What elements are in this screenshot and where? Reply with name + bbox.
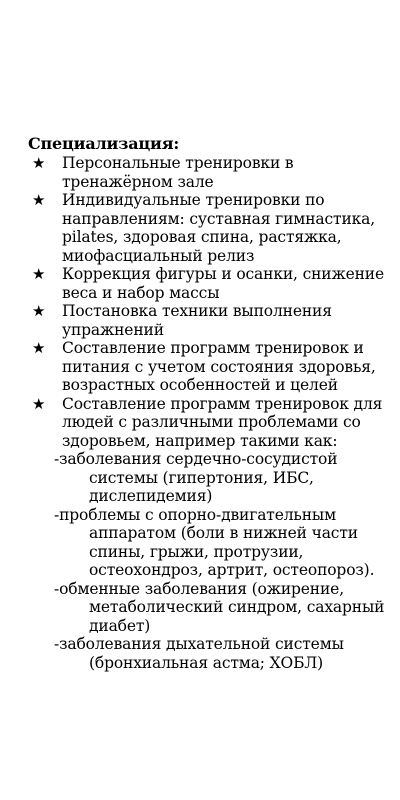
section-heading: Специализация:	[28, 134, 180, 153]
sub-list-item: -заболевания дыхательной системы (бронхиальная астма; ХОБЛ)	[54, 635, 344, 672]
list-item-text: Составление программ тренировок для людей с различными проблемами со здоровьем, например такими как:	[62, 394, 383, 450]
star-icon: ★	[32, 154, 46, 172]
list-item	[28, 302, 390, 339]
star-icon: ★	[32, 265, 46, 283]
sub-list-item: -обменные заболевания (ожирение, метаболический синдром, сахарный диабет)	[54, 579, 385, 635]
list-item-text: Составление программ тренировок и питания с учетом состояния здоровья, возрастных особенностей и целей	[62, 339, 376, 394]
list-item	[28, 191, 390, 265]
star-icon: ★	[32, 302, 46, 320]
sub-list-item: -проблемы с опорно-двигательным аппаратом (боли в нижней части спины, грыжи, протрузии, остеохондроз, артрит, остеопороз).	[54, 505, 375, 579]
list-item-text: Коррекция фигуры и осанки, снижение веса и набор массы	[62, 265, 384, 302]
list-item-text: Персональные тренировки в тренажёрном зале	[62, 154, 294, 191]
sub-list-item: -заболевания сердечно-сосудистой системы (гипертония, ИБС, дислепидемия)	[54, 450, 338, 505]
star-icon: ★	[32, 339, 46, 357]
list-item	[28, 339, 390, 395]
specialization-section	[28, 134, 390, 672]
list-item	[28, 154, 390, 191]
star-icon: ★	[32, 191, 46, 209]
specialization-list	[28, 154, 390, 672]
star-icon: ★	[32, 394, 46, 413]
health-conditions-list	[54, 450, 390, 672]
list-item-text: Постановка техники выполнения упражнений	[62, 302, 332, 339]
list-item-text: Индивидуальные тренировки по направлениям: суставная гимнастика, pilates, здоровая спина, растяжка, миофасциальный релиз	[62, 191, 376, 265]
list-item	[28, 265, 390, 302]
list-item	[28, 395, 390, 673]
